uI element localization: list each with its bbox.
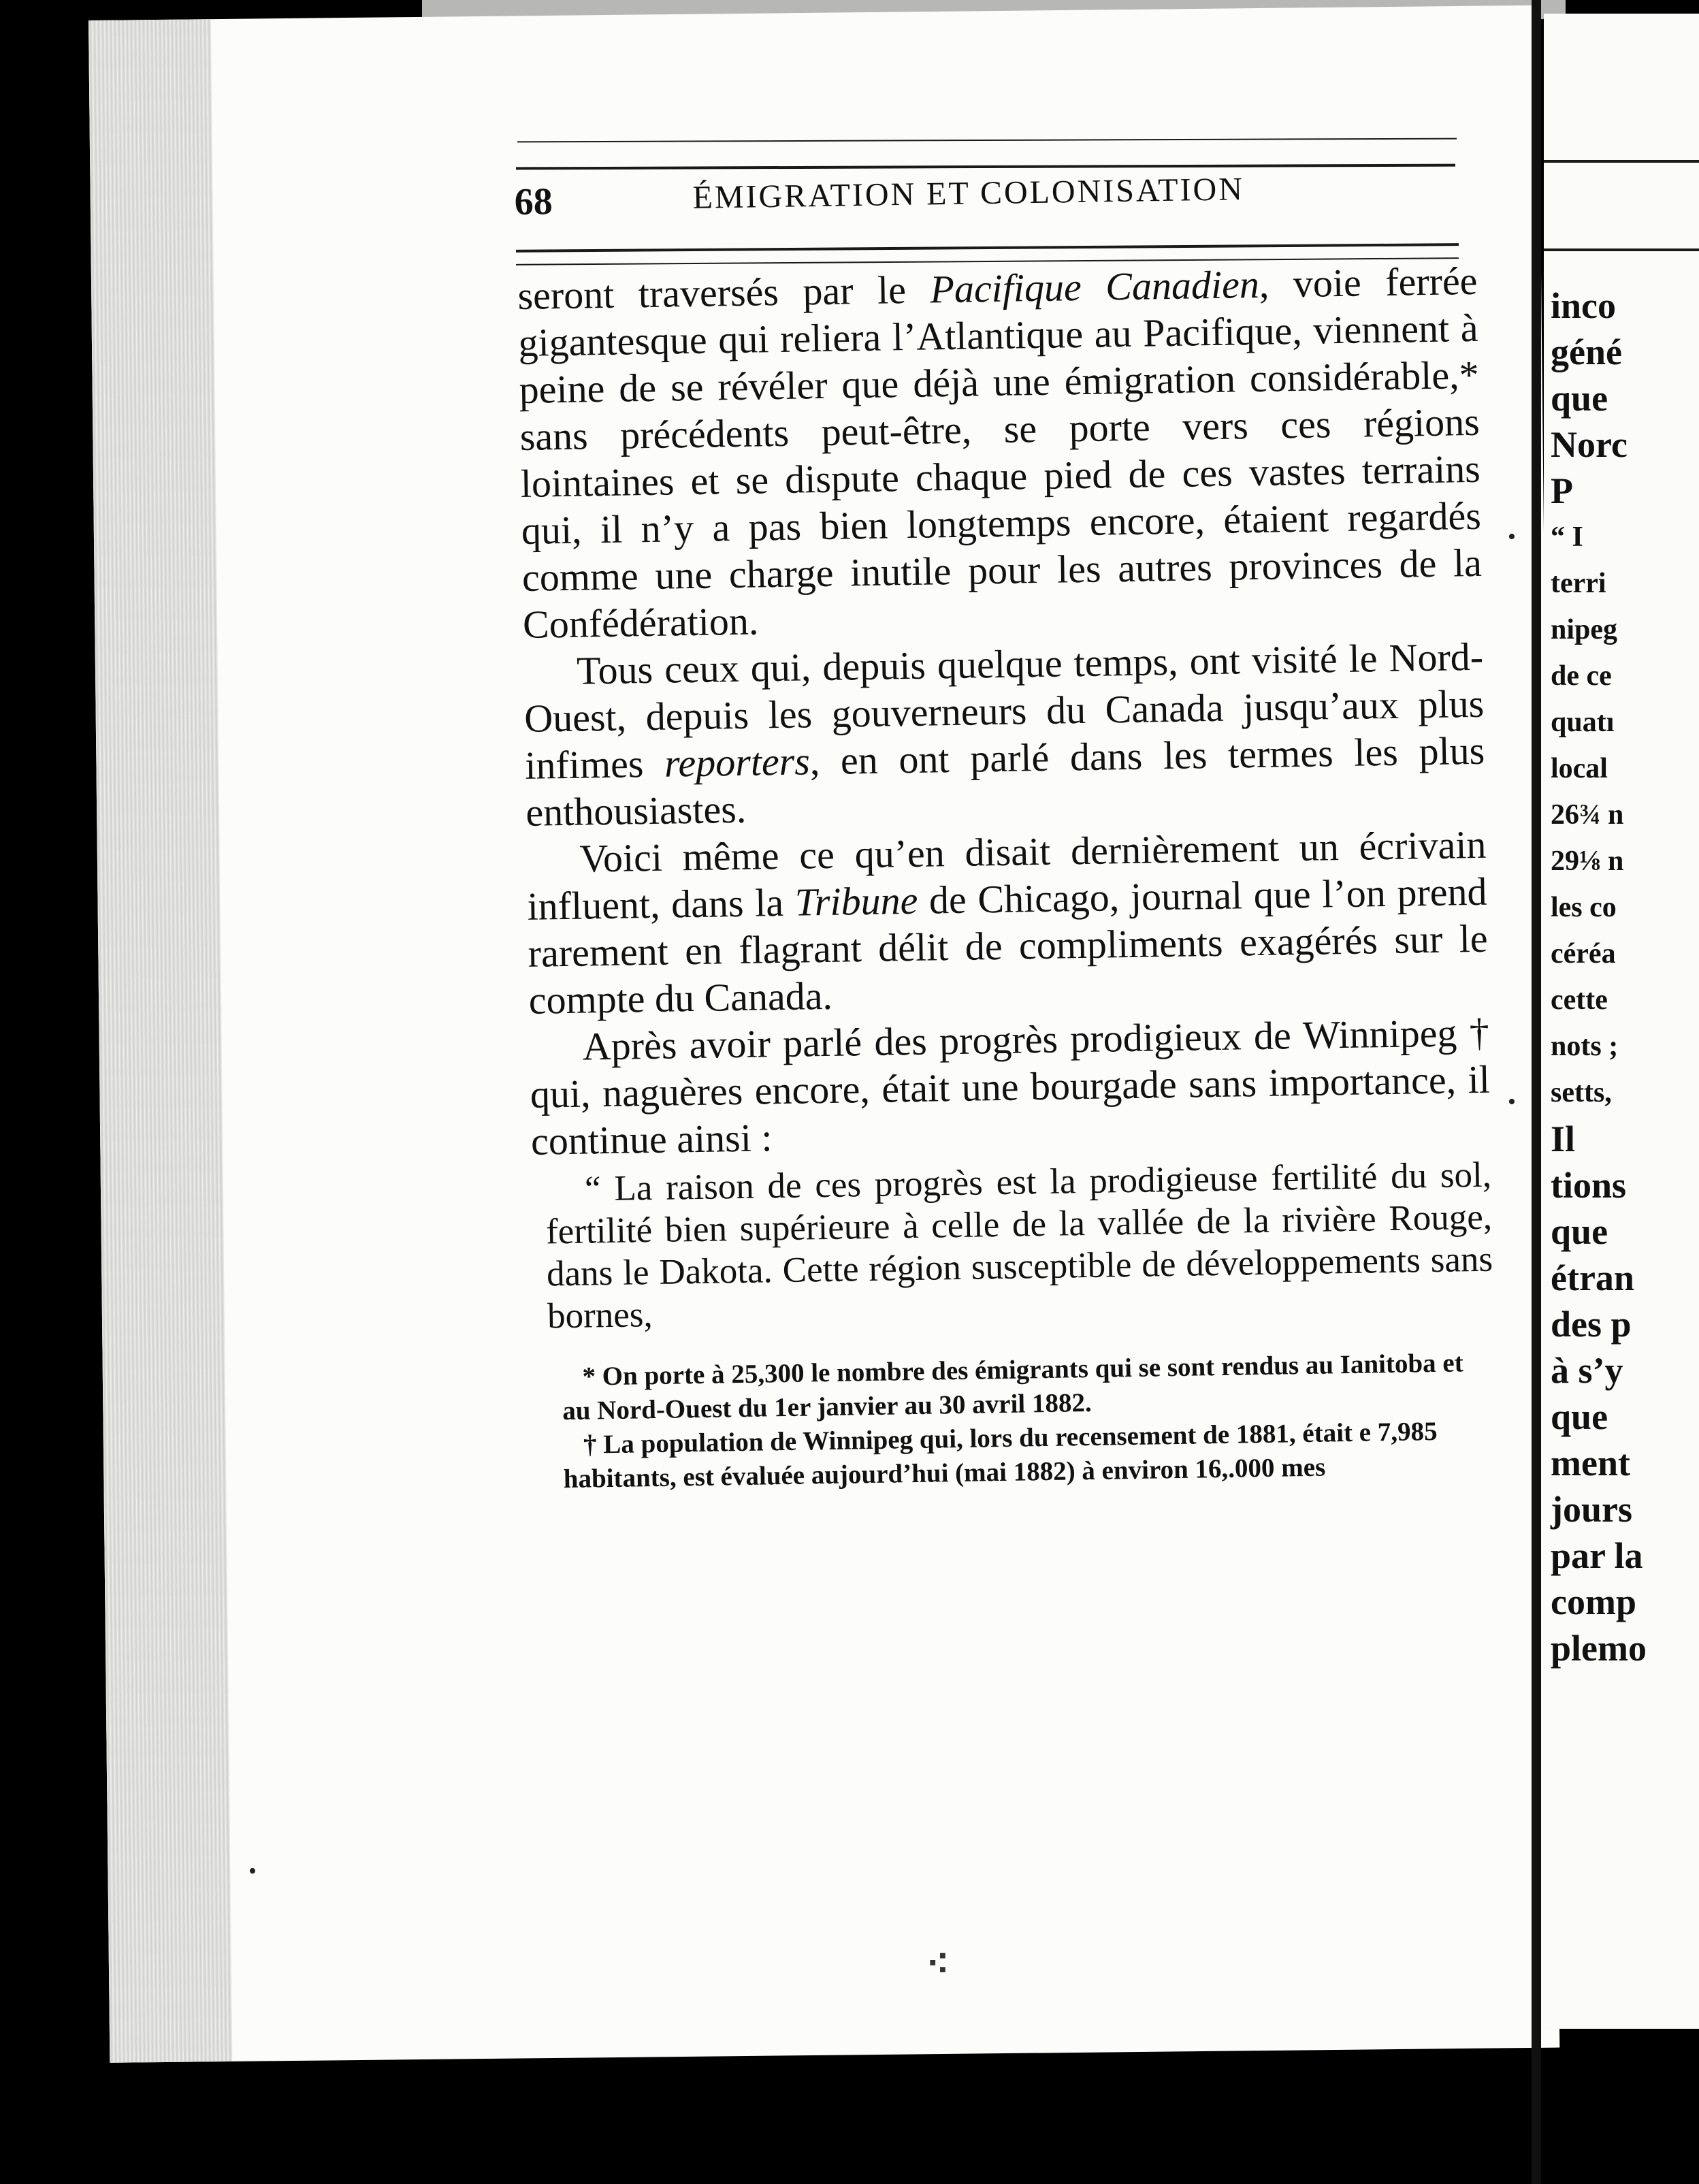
margin-mark: • (1508, 1089, 1516, 1114)
right-line: setts, (1551, 1077, 1612, 1108)
paragraph-3-italic: Tribune (794, 878, 918, 925)
page-number: 68 (514, 180, 553, 223)
footnote-2: † La population de Winnipeg qui, lors du recensement de 1881, était e 7,985 habitants, est évaluée aujourd’hui (mai 1882) à environ 16,.000 mes (563, 1416, 1438, 1494)
paragraph-3 (526, 821, 1489, 1024)
paragraph-1-text-a: seront traversés par le (517, 267, 931, 318)
right-line: nots ; (1551, 1031, 1619, 1062)
paragraph-1 (517, 257, 1483, 648)
right-page-text (1551, 283, 1699, 1671)
right-line: tions (1551, 1165, 1627, 1206)
right-line: céréa (1551, 938, 1616, 969)
margin-mark: • (1508, 524, 1516, 549)
right-line: Il (1551, 1119, 1576, 1159)
right-line: terri (1551, 568, 1606, 599)
right-line: Norc (1551, 424, 1628, 465)
right-line: que (1551, 1211, 1608, 1252)
right-line: 29⅛ n (1551, 846, 1624, 877)
right-line: à s’y (1551, 1350, 1623, 1391)
margin-mark: • (248, 1859, 257, 1884)
right-line: inco (1551, 285, 1617, 326)
right-line: comp (1551, 1581, 1636, 1622)
right-line: plemo (1551, 1628, 1647, 1669)
paragraph-3-text-b: de Chicago, journal que l’on prend rarement en flagrant délit de compliments exagérés sur le compte du Canada. (528, 869, 1489, 1023)
right-line: ment (1551, 1443, 1630, 1483)
right-line: que (1551, 1396, 1608, 1437)
paragraph-4: Après avoir parlé des progrès prodigieux de Winnipeg † qui, naguères encore, était une bourgade sans importance, il continue ainsi : (530, 1010, 1491, 1163)
right-line: quatı (1551, 707, 1615, 738)
paragraph-2-text-b: , en ont parlé dans les termes les plus enthousiastes. (525, 728, 1485, 835)
right-line: P (1551, 470, 1573, 511)
right-line: jours (1551, 1489, 1632, 1530)
paragraph-1-italic: Pacifique Canadien (929, 261, 1260, 312)
right-line: local (1551, 753, 1608, 784)
right-line: 26¾ n (1551, 799, 1624, 831)
right-line: des p (1551, 1304, 1632, 1345)
paragraph-2-text-a: Tous ceux qui, depuis quelque temps, ont visité le Nord-Ouest, depuis les gouverneurs du Canada jusqu’aux plus infimes (523, 634, 1485, 788)
right-page-rule (1544, 160, 1699, 163)
footnote-1: * On porte à 25,300 le nombre des émigrants qui se sont rendus au Ianitoba et au Nord-Ouest du 1er janvier au 30 avril 1882. (562, 1348, 1463, 1426)
right-line: cette (1551, 984, 1608, 1016)
quotation: “ La raison de ces progrès est la prodigieuse fertilité du sol, fertilité bien supérieure à celle de la vallée de la rivière Rouge, dans le Dakota. Cette région susceptible de développements sans bornes, (545, 1155, 1493, 1336)
paragraph-1-text-b: , voie ferrée gigantesque qui reliera l’Atlantique au Pacifique, viennent à peine de se révéler que déjà une émigration considérable,* sans précédents peut-être, se porte vers ces régions lointaines et se dispute chaque pied de ces vastes terrains qui, il n’y a pas bien longtemps encore, étaient regardés comme une charge inutile pour les autres provinces de la Confédération. (518, 258, 1483, 647)
right-line: étran (1551, 1257, 1634, 1298)
ink-smudge: ⁖ (926, 1942, 950, 1987)
paragraph-2 (523, 633, 1486, 836)
right-line: de ce (1551, 660, 1612, 692)
page-edges (88, 19, 232, 2063)
paragraph-3-text-a: Voici même ce qu’en disait dernièrement un écrivain influent, dans la (527, 822, 1487, 929)
page-body (517, 257, 1496, 1497)
right-line: nipeg (1551, 614, 1618, 645)
footnotes (562, 1346, 1496, 1496)
right-line: que (1551, 378, 1608, 419)
gutter (1532, 0, 1541, 2184)
paragraph-2-italic: reporters (664, 739, 811, 786)
right-page-rule-2 (1544, 248, 1699, 251)
right-page (1544, 14, 1699, 2029)
right-line: les co (1551, 892, 1617, 923)
right-line: géné (1551, 332, 1622, 372)
right-line: “ I (1551, 521, 1583, 553)
right-line: par la (1551, 1535, 1643, 1576)
running-title: ÉMIGRATION ET COLONISATION (692, 171, 1245, 216)
